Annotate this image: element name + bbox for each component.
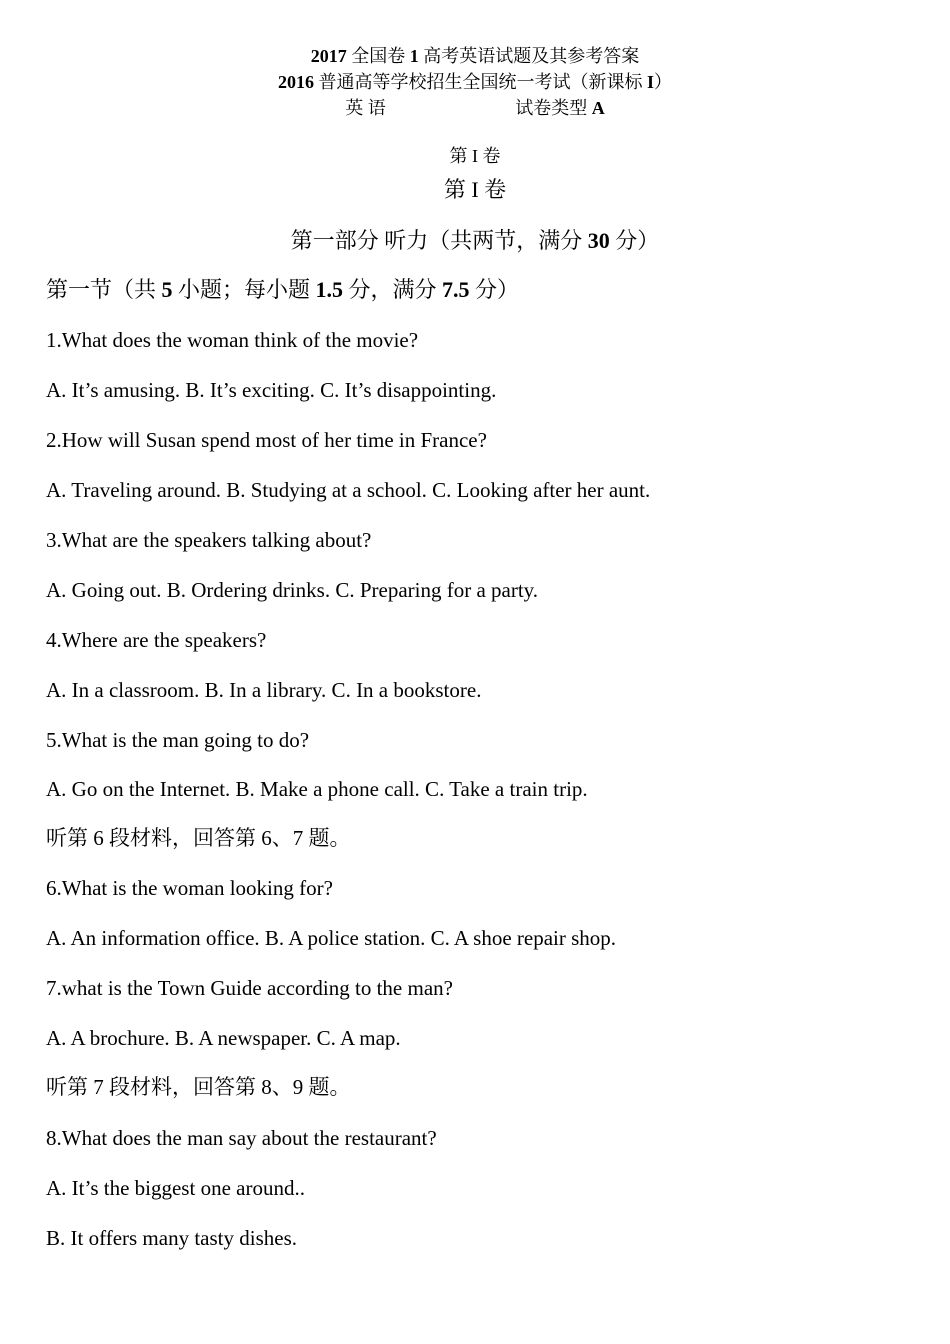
title-year: 2017 — [310, 46, 347, 66]
title-num: 1 — [409, 46, 419, 66]
subject-label: 英 语 — [345, 98, 386, 118]
instruction-material-7: 听第 7 段材料，回答第 8、9 题。 — [46, 1075, 351, 1099]
instruction-material-6: 听第 6 段材料，回答第 6、7 题。 — [46, 826, 351, 850]
options-8-b: B. It offers many tasty dishes. — [46, 1226, 297, 1250]
exam-name — [0, 69, 950, 95]
question-8: 8.What does the man say about the restaurant? — [46, 1126, 437, 1150]
title-mid: 全国卷 — [346, 46, 410, 66]
options-5: A. Go on the Internet. B. Make a phone call. C. Take a train trip. — [46, 777, 588, 801]
options-8-a: A. It’s the biggest one around.. — [46, 1176, 305, 1200]
document-title — [0, 43, 950, 69]
question-3: 3.What are the speakers talking about? — [46, 528, 372, 552]
section-n1: 5 — [161, 277, 173, 302]
section-t3: 分，满分 — [343, 277, 443, 302]
volume-heading-large: 第 I 卷 — [443, 177, 507, 202]
options-2: A. Traveling around. B. Studying at a school. C. Looking after her aunt. — [46, 478, 651, 502]
subject-line — [0, 95, 950, 121]
paper-type-label: 试卷类型 — [515, 98, 592, 118]
part-score: 30 — [587, 228, 610, 253]
question-2: 2.How will Susan spend most of her time in France? — [46, 428, 487, 452]
paper-type-value: A — [591, 98, 605, 118]
section-t1: 第一节（共 — [46, 277, 162, 302]
part-one-title — [0, 226, 950, 256]
question-1: 1.What does the woman think of the movie? — [46, 328, 419, 352]
exam-year: 2016 — [277, 72, 314, 92]
question-4: 4.Where are the speakers? — [46, 628, 267, 652]
section-t2: 小题；每小题 — [172, 277, 316, 302]
options-3: A. Going out. B. Ordering drinks. C. Preparing for a party. — [46, 578, 539, 602]
options-1: A. It’s amusing. B. It’s exciting. C. It’s disappointing. — [46, 378, 497, 402]
section-n3: 7.5 — [442, 277, 470, 302]
section-n2: 1.5 — [315, 277, 344, 302]
exam-end: ） — [654, 72, 672, 92]
question-5: 5.What is the man going to do? — [46, 728, 310, 752]
options-7: A. A brochure. B. A newspaper. C. A map. — [46, 1026, 401, 1050]
question-6: 6.What is the woman looking for? — [46, 876, 333, 900]
section-t4: 分） — [469, 277, 520, 302]
question-7: 7.what is the Town Guide according to the man? — [46, 976, 453, 1000]
options-6: A. An information office. B. A police station. C. A shoe repair shop. — [46, 926, 617, 950]
part-suffix: 分） — [609, 228, 660, 253]
exam-roman: I — [646, 72, 654, 92]
title-rest: 高考英语试题及其参考答案 — [418, 46, 640, 66]
options-4: A. In a classroom. B. In a library. C. In a bookstore. — [46, 678, 482, 702]
section-one-title — [46, 276, 519, 304]
part-prefix: 第一部分 听力（共两节，满分 — [290, 228, 588, 253]
exam-mid: 普通高等学校招生全国统一考试（新课标 — [313, 72, 647, 92]
volume-heading-small: 第 I 卷 — [449, 146, 501, 166]
